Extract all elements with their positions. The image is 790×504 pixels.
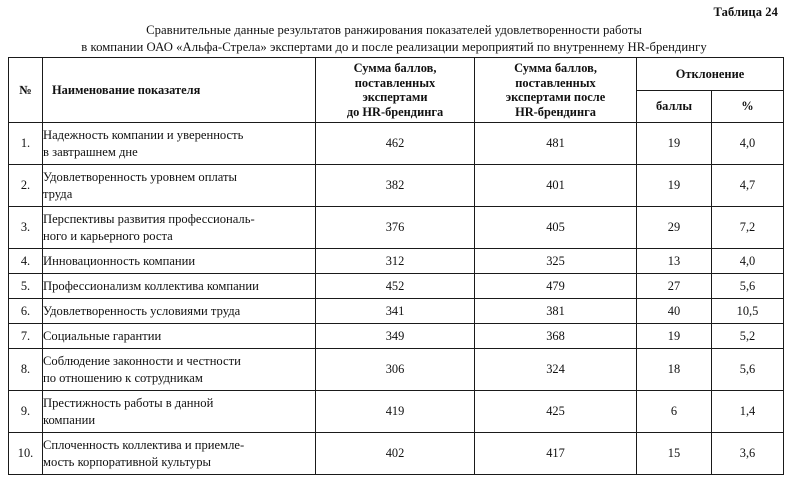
row-indicator-name-line1: Надежность компании и уверенность	[43, 127, 244, 142]
header-sum-after-line2: поставленных	[515, 75, 596, 90]
row-sum-before: 376	[316, 207, 475, 249]
row-deviation-points: 27	[637, 274, 712, 299]
row-deviation-points: 19	[637, 123, 712, 165]
row-sum-after: 325	[475, 249, 637, 274]
row-indicator-name-line2: мость корпоративной культуры	[43, 454, 211, 469]
row-indicator-name	[43, 207, 316, 249]
row-indicator-name-line1: Удовлетворенность уровнем оплаты	[43, 169, 237, 184]
row-indicator-name	[43, 349, 316, 391]
table-row	[9, 274, 784, 299]
row-deviation-points: 13	[637, 249, 712, 274]
table-caption	[0, 0, 790, 56]
row-indicator-name-line1: Удовлетворенность условиями труда	[43, 303, 241, 318]
row-deviation-percent: 5,2	[712, 324, 784, 349]
row-deviation-points: 15	[637, 433, 712, 475]
row-indicator-name-line1: Сплоченность коллектива и приемле-	[43, 437, 245, 452]
table-row	[9, 391, 784, 433]
row-sum-before: 402	[316, 433, 475, 475]
row-sum-before: 312	[316, 249, 475, 274]
row-number: 3.	[9, 207, 43, 249]
row-deviation-percent: 10,5	[712, 299, 784, 324]
header-sum-after-line3: экспертами после	[505, 90, 606, 104]
row-indicator-name-line1: Соблюдение законности и честности	[43, 353, 241, 368]
header-deviation-percent: %	[712, 90, 784, 123]
table-row	[9, 324, 784, 349]
row-number: 9.	[9, 391, 43, 433]
row-deviation-points: 18	[637, 349, 712, 391]
header-number: №	[9, 58, 43, 123]
row-deviation-points: 19	[637, 324, 712, 349]
header-sum-before	[316, 58, 475, 123]
row-deviation-percent: 1,4	[712, 391, 784, 433]
row-number: 7.	[9, 324, 43, 349]
table-number: Таблица 24	[713, 5, 778, 19]
row-deviation-percent: 4,0	[712, 123, 784, 165]
row-indicator-name	[43, 165, 316, 207]
row-deviation-points: 29	[637, 207, 712, 249]
comparison-table	[8, 57, 784, 475]
row-sum-before: 349	[316, 324, 475, 349]
row-sum-before: 419	[316, 391, 475, 433]
row-deviation-percent: 5,6	[712, 349, 784, 391]
caption-line-2: в компании ОАО «Альфа-Стрела» экспертами до и после реализации мероприятий по внутреннему HR-брендингу	[81, 40, 707, 54]
row-sum-before: 452	[316, 274, 475, 299]
row-sum-after: 324	[475, 349, 637, 391]
row-number: 10.	[9, 433, 43, 475]
row-deviation-percent: 7,2	[712, 207, 784, 249]
table-row	[9, 123, 784, 165]
table-row	[9, 433, 784, 475]
row-indicator-name	[43, 123, 316, 165]
row-sum-after: 381	[475, 299, 637, 324]
row-number: 2.	[9, 165, 43, 207]
row-deviation-points: 19	[637, 165, 712, 207]
row-deviation-percent: 5,6	[712, 274, 784, 299]
table-row	[9, 165, 784, 207]
row-indicator-name	[43, 274, 316, 299]
row-indicator-name	[43, 433, 316, 475]
table-body	[9, 123, 784, 475]
row-sum-after: 368	[475, 324, 637, 349]
row-indicator-name-line2: ного и карьерного роста	[43, 228, 173, 243]
table-row	[9, 349, 784, 391]
row-indicator-name-line2: в завтрашнем дне	[43, 144, 138, 159]
row-deviation-percent: 4,0	[712, 249, 784, 274]
row-indicator-name-line1: Социальные гарантии	[43, 328, 162, 343]
row-sum-after: 417	[475, 433, 637, 475]
row-number: 1.	[9, 123, 43, 165]
row-indicator-name	[43, 299, 316, 324]
row-sum-after: 479	[475, 274, 637, 299]
header-sum-before-line4: до HR-брендинга	[346, 104, 444, 119]
row-sum-after: 481	[475, 123, 637, 165]
row-sum-after: 425	[475, 391, 637, 433]
row-number: 8.	[9, 349, 43, 391]
table-row	[9, 299, 784, 324]
row-sum-before: 462	[316, 123, 475, 165]
row-deviation-points: 40	[637, 299, 712, 324]
row-deviation-percent: 3,6	[712, 433, 784, 475]
row-number: 4.	[9, 249, 43, 274]
row-sum-after: 401	[475, 165, 637, 207]
row-indicator-name	[43, 324, 316, 349]
header-sum-before-line3: экспертами	[362, 90, 428, 104]
header-sum-after	[475, 58, 637, 123]
header-deviation: Отклонение	[637, 58, 784, 91]
row-number: 6.	[9, 299, 43, 324]
header-indicator-name: Наименование показателя	[43, 58, 316, 123]
header-sum-after-line1: Сумма баллов,	[514, 61, 597, 75]
caption-line-1: Сравнительные данные результатов ранжирования показателей удовлетворенности работы	[146, 23, 642, 37]
header-sum-before-line2: поставленных	[354, 75, 436, 90]
row-indicator-name-line1: Перспективы развития профессиональ-	[43, 211, 255, 226]
table-container	[8, 57, 783, 475]
row-indicator-name-line1: Престижность работы в данной	[43, 395, 214, 410]
table-row	[9, 207, 784, 249]
row-indicator-name-line2: труда	[43, 186, 73, 201]
row-number: 5.	[9, 274, 43, 299]
row-indicator-name-line2: компании	[43, 412, 96, 427]
row-indicator-name-line1: Инновационность компании	[43, 253, 196, 268]
row-indicator-name-line2: по отношению к сотрудникам	[43, 370, 203, 385]
header-sum-after-line4: HR-брендинга	[515, 104, 596, 119]
row-sum-before: 306	[316, 349, 475, 391]
row-indicator-name	[43, 249, 316, 274]
table-row	[9, 249, 784, 274]
row-deviation-percent: 4,7	[712, 165, 784, 207]
row-indicator-name	[43, 391, 316, 433]
header-row-top	[9, 58, 784, 91]
header-sum-before-line1: Сумма баллов,	[353, 61, 437, 75]
row-deviation-points: 6	[637, 391, 712, 433]
header-deviation-points: баллы	[637, 90, 712, 123]
row-sum-before: 341	[316, 299, 475, 324]
table-head	[9, 58, 784, 123]
row-indicator-name-line1: Профессионализм коллектива компании	[43, 278, 259, 293]
row-sum-before: 382	[316, 165, 475, 207]
row-sum-after: 405	[475, 207, 637, 249]
